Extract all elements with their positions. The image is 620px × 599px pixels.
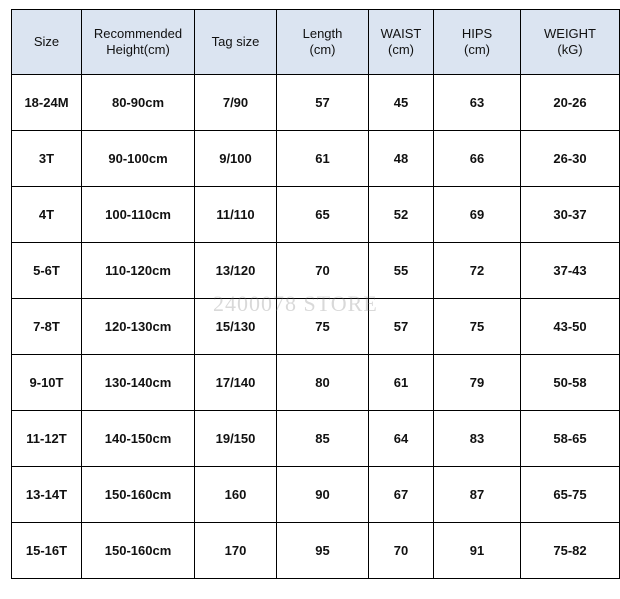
cell-recommended-height: 130-140cm <box>82 355 195 411</box>
cell-hips: 75 <box>434 299 521 355</box>
cell-weight: 50-58 <box>521 355 620 411</box>
cell-recommended-height: 90-100cm <box>82 131 195 187</box>
cell-waist: 45 <box>369 75 434 131</box>
cell-weight: 30-37 <box>521 187 620 243</box>
cell-waist: 55 <box>369 243 434 299</box>
cell-hips: 83 <box>434 411 521 467</box>
cell-size: 9-10T <box>12 355 82 411</box>
cell-length: 90 <box>277 467 369 523</box>
cell-length: 70 <box>277 243 369 299</box>
table-row <box>12 243 620 299</box>
cell-tag-size: 15/130 <box>195 299 277 355</box>
cell-waist: 48 <box>369 131 434 187</box>
table-row <box>12 131 620 187</box>
cell-size: 13-14T <box>12 467 82 523</box>
cell-waist: 52 <box>369 187 434 243</box>
table-row <box>12 467 620 523</box>
cell-weight: 43-50 <box>521 299 620 355</box>
cell-hips: 66 <box>434 131 521 187</box>
cell-size: 11-12T <box>12 411 82 467</box>
cell-length: 95 <box>277 523 369 579</box>
header-hips: HIPS (cm) <box>434 10 521 75</box>
cell-tag-size: 160 <box>195 467 277 523</box>
table-row <box>12 411 620 467</box>
cell-tag-size: 17/140 <box>195 355 277 411</box>
cell-waist: 57 <box>369 299 434 355</box>
cell-recommended-height: 120-130cm <box>82 299 195 355</box>
cell-weight: 37-43 <box>521 243 620 299</box>
cell-size: 4T <box>12 187 82 243</box>
cell-tag-size: 9/100 <box>195 131 277 187</box>
cell-waist: 67 <box>369 467 434 523</box>
cell-tag-size: 19/150 <box>195 411 277 467</box>
cell-length: 75 <box>277 299 369 355</box>
cell-hips: 72 <box>434 243 521 299</box>
cell-recommended-height: 100-110cm <box>82 187 195 243</box>
cell-waist: 64 <box>369 411 434 467</box>
cell-size: 3T <box>12 131 82 187</box>
cell-hips: 69 <box>434 187 521 243</box>
cell-weight: 75-82 <box>521 523 620 579</box>
cell-length: 61 <box>277 131 369 187</box>
cell-recommended-height: 150-160cm <box>82 523 195 579</box>
cell-hips: 87 <box>434 467 521 523</box>
cell-size: 7-8T <box>12 299 82 355</box>
store-watermark: 2400078 STORE <box>213 291 378 316</box>
size-chart-body <box>12 75 620 579</box>
header-length: Length (cm) <box>277 10 369 75</box>
cell-tag-size: 7/90 <box>195 75 277 131</box>
cell-waist: 70 <box>369 523 434 579</box>
cell-size: 5-6T <box>12 243 82 299</box>
cell-weight: 26-30 <box>521 131 620 187</box>
cell-weight: 58-65 <box>521 411 620 467</box>
cell-waist: 61 <box>369 355 434 411</box>
cell-hips: 91 <box>434 523 521 579</box>
table-row <box>12 355 620 411</box>
cell-recommended-height: 150-160cm <box>82 467 195 523</box>
cell-weight: 20-26 <box>521 75 620 131</box>
cell-size: 15-16T <box>12 523 82 579</box>
header-recommended-height: Recommended Height(cm) <box>82 10 195 75</box>
header-size: Size <box>12 10 82 75</box>
cell-tag-size: 170 <box>195 523 277 579</box>
header-weight: WEIGHT (kG) <box>521 10 620 75</box>
cell-tag-size: 11/110 <box>195 187 277 243</box>
cell-tag-size: 13/120 <box>195 243 277 299</box>
table-row <box>12 75 620 131</box>
table-row <box>12 187 620 243</box>
cell-length: 80 <box>277 355 369 411</box>
cell-length: 57 <box>277 75 369 131</box>
size-chart-table <box>11 9 620 579</box>
table-row <box>12 523 620 579</box>
header-tag-size: Tag size <box>195 10 277 75</box>
cell-recommended-height: 80-90cm <box>82 75 195 131</box>
header-waist: WAIST (cm) <box>369 10 434 75</box>
cell-recommended-height: 140-150cm <box>82 411 195 467</box>
cell-weight: 65-75 <box>521 467 620 523</box>
cell-size: 18-24M <box>12 75 82 131</box>
table-row <box>12 299 620 355</box>
cell-length: 65 <box>277 187 369 243</box>
header-row <box>12 10 620 75</box>
cell-hips: 63 <box>434 75 521 131</box>
cell-recommended-height: 110-120cm <box>82 243 195 299</box>
cell-length: 85 <box>277 411 369 467</box>
cell-hips: 79 <box>434 355 521 411</box>
